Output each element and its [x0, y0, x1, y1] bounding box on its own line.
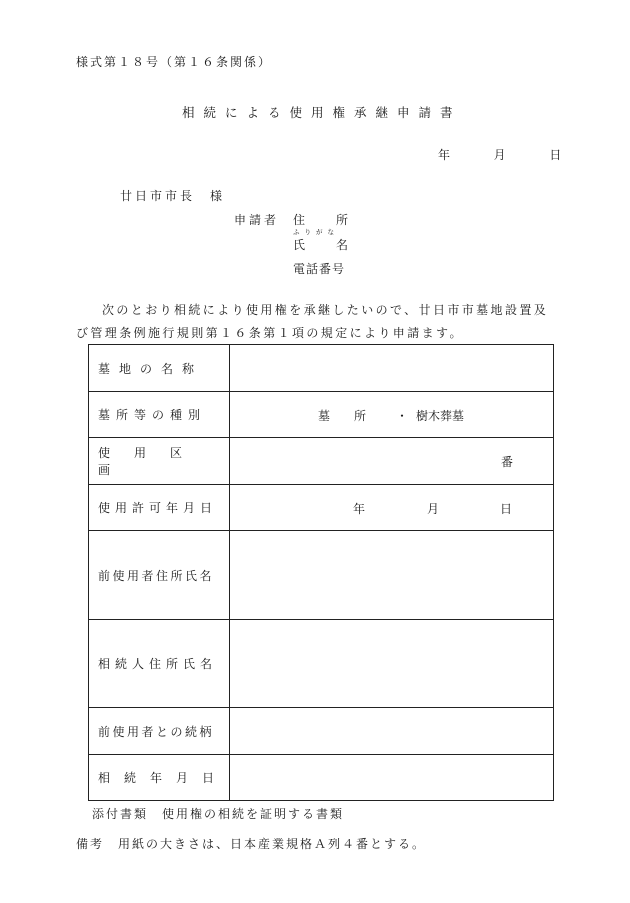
table-row	[89, 485, 554, 531]
prev-user-label: 前使用者住所氏名	[89, 531, 230, 620]
furigana-label: ふりがな	[293, 228, 339, 236]
table-row	[89, 531, 554, 620]
inherit-date-field[interactable]	[230, 755, 554, 801]
date-year: 年	[438, 148, 451, 162]
inherit-date-label: 相続年月日	[89, 755, 230, 801]
table-row	[89, 708, 554, 755]
table-row	[89, 392, 554, 438]
section-label: 使用区画	[89, 438, 230, 485]
application-date	[438, 146, 561, 163]
attachment-note: 添付書類 使用権の相続を証明する書類	[92, 807, 345, 821]
table-row	[89, 620, 554, 708]
permit-year: 年	[353, 501, 366, 516]
heir-label: 相続人住所氏名	[89, 620, 230, 708]
form-number: 様式第１８号（第１６条関係）	[76, 55, 273, 69]
relationship-label: 前使用者との続柄	[89, 708, 230, 755]
intro-paragraph: 次のとおり相続により使用権を承継したいので、廿日市市墓地設置及び管理条例施行規則第１６条第１項の規定により申請ます。	[76, 303, 549, 340]
application-table	[88, 344, 554, 801]
table-row	[89, 438, 554, 485]
name-label-2: 名	[336, 238, 349, 252]
cemetery-name-label: 墓地の名称	[89, 345, 230, 392]
heir-field[interactable]	[230, 620, 554, 708]
phone-label: 電話番号	[293, 262, 346, 276]
date-day: 日	[549, 148, 562, 162]
relationship-field[interactable]	[230, 708, 554, 755]
name-label-1: 氏	[293, 238, 306, 252]
prev-user-field[interactable]	[230, 531, 554, 620]
date-month: 月	[493, 148, 506, 162]
grave-type-label: 墓所等の種別	[89, 392, 230, 438]
grave-type-option-2[interactable]: 樹木葬墓	[416, 408, 465, 423]
applicant-label: 申請者	[234, 213, 280, 227]
permit-month: 月	[427, 501, 440, 516]
page-title: 相続による使用権承継申請書	[182, 105, 462, 120]
permit-date-field[interactable]	[230, 485, 554, 531]
cemetery-name-field[interactable]	[230, 345, 554, 392]
grave-type-field[interactable]	[230, 392, 554, 438]
remarks-note: 備考 用紙の大きさは、日本産業規格Ａ列４番とする。	[76, 837, 427, 851]
table-row	[89, 345, 554, 392]
section-field[interactable]	[230, 438, 554, 485]
section-suffix: 番	[501, 455, 514, 469]
table-row	[89, 755, 554, 801]
permit-day: 日	[500, 501, 513, 516]
permit-date-label: 使用許可年月日	[89, 485, 230, 531]
address-label-2: 所	[336, 213, 349, 227]
grave-type-option-1[interactable]: 墓 所	[318, 408, 367, 423]
grave-type-separator: ・	[396, 408, 409, 423]
addressee: 廿日市市長 様	[120, 189, 226, 203]
address-label-1: 住	[293, 213, 306, 227]
